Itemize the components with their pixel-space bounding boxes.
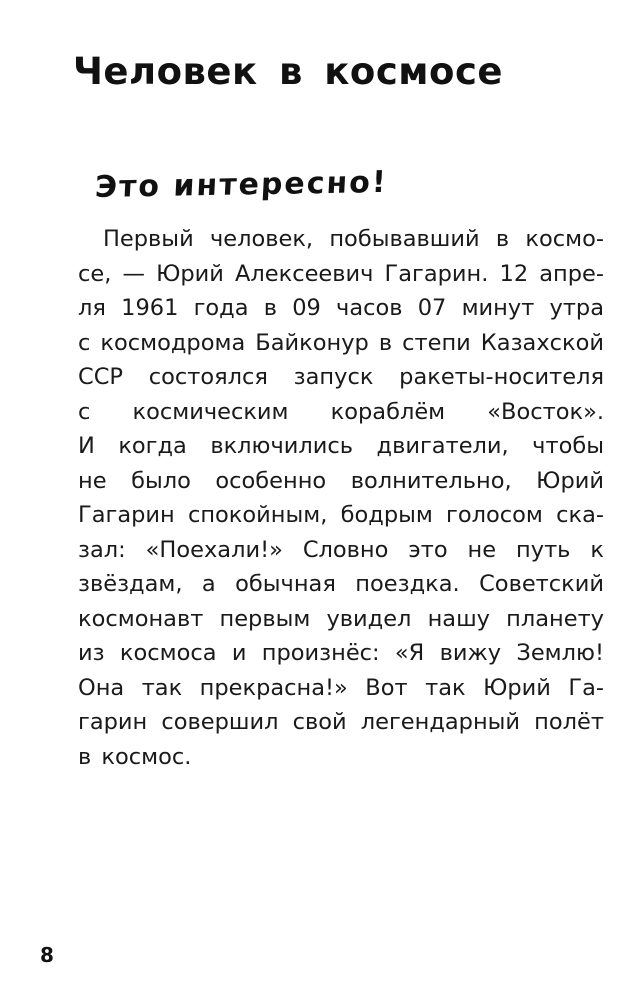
text-line: Она так прекрасна!» Вот так Юрий Га- [78, 674, 604, 701]
text-line: из космоса и произнёс: «Я вижу Землю! [78, 640, 604, 666]
text-line: ля 1961 года в 09 часов 07 минут утра [78, 295, 604, 321]
chapter-title: Человек в космосе [73, 50, 503, 93]
text-line: гарин совершил свой легендарный полёт [78, 709, 604, 735]
body-paragraph [78, 222, 604, 774]
text-line: И когда включились двигатели, чтобы [78, 433, 604, 459]
text-line: звёздам, а обычная поездка. Советский [78, 571, 604, 597]
text-line: в космос. [78, 743, 192, 770]
text-line: с космическим кораблём «Восток». [78, 398, 604, 425]
text-line: зал: «Поехали!» Словно это не путь к [78, 536, 604, 563]
text-line: Первый человек, побывавший в космо- [103, 226, 604, 252]
text-line: с космодрома Байконур в степи Казахской [78, 329, 604, 356]
page-number: 8 [40, 943, 54, 967]
text-line: ССР состоялся запуск ракеты-носителя [78, 364, 604, 390]
section-heading: Это интересно! [94, 164, 389, 206]
text-line: Гагарин спокойным, бодрым голосом ска- [78, 502, 604, 528]
text-line: се, — Юрий Алексеевич Гагарин. 12 апре- [78, 260, 604, 287]
text-line: не было особенно волнительно, Юрий [78, 467, 604, 494]
text-line: космонавт первым увидел нашу планету [78, 605, 604, 632]
